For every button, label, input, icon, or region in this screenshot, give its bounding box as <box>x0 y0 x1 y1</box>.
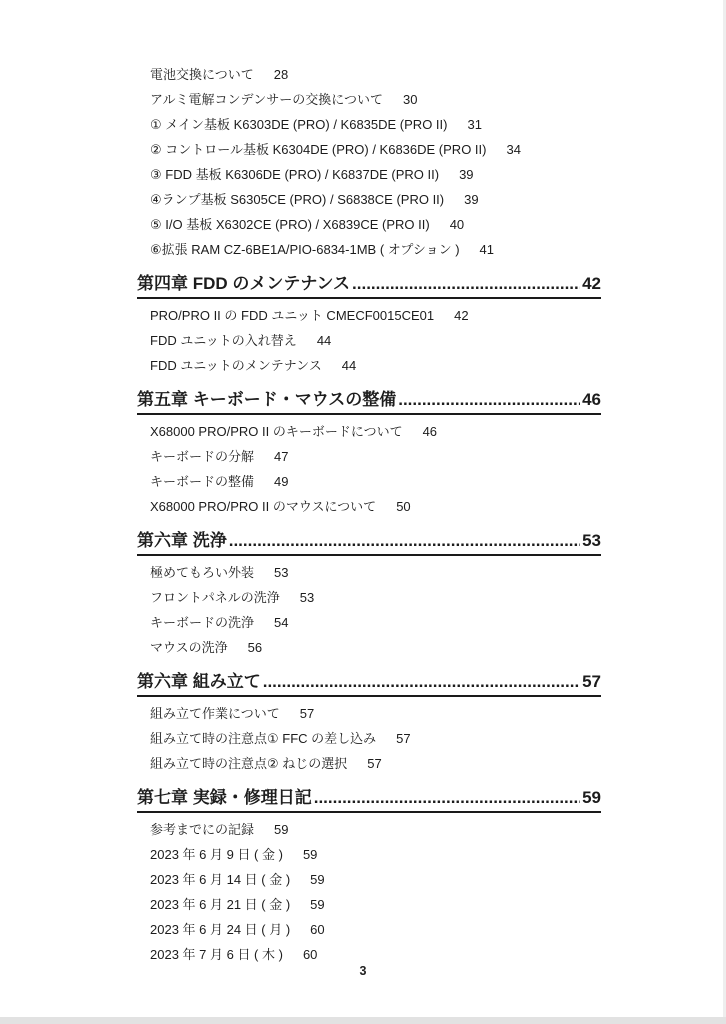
toc-entry-label: キーボードの整備 <box>150 474 255 489</box>
toc-entry-page: 49 <box>274 474 289 489</box>
dot-leader <box>398 389 580 411</box>
toc-entry <box>137 701 601 726</box>
chapter-heading <box>137 530 601 556</box>
toc-entry <box>137 469 601 494</box>
chapter-heading <box>137 273 601 299</box>
toc-entry <box>137 62 601 87</box>
toc-entry-page: 53 <box>299 590 315 605</box>
toc-entry-label: ⑤ I/O 基板 X6302CE (PRO) / X6839CE (PRO II) <box>150 217 430 232</box>
toc-entry-page: 59 <box>274 822 289 837</box>
toc-entry <box>137 87 601 112</box>
toc-entry-label: ② コントロール基板 K6304DE (PRO) / K6836DE (PRO II) <box>150 142 487 157</box>
toc-entry-page: 34 <box>506 142 521 157</box>
chapter-page-number: 59 <box>582 788 601 807</box>
toc-entry-label: キーボードの分解 <box>150 449 255 464</box>
toc-entry-page: 30 <box>402 92 418 107</box>
toc-entry-page: 42 <box>454 308 469 323</box>
toc-entry <box>137 328 601 353</box>
toc-entry <box>137 162 601 187</box>
page-number-footer: 3 <box>359 964 367 978</box>
toc-entry-label: ① メイン基板 K6303DE (PRO) / K6835DE (PRO II) <box>150 117 448 132</box>
toc-entry-label: 電池交換について <box>150 67 254 82</box>
toc-entry-page: 56 <box>247 640 263 655</box>
toc-entry-label: 組み立て作業について <box>150 706 280 721</box>
toc-entry-label: アルミ電解コンデンサーの交換について <box>150 92 383 107</box>
toc-entry-page: 39 <box>459 167 474 182</box>
toc-entry-label: X68000 PRO/PRO II のマウスについて <box>150 499 377 514</box>
toc-entry <box>137 610 601 635</box>
toc-entry <box>137 817 601 842</box>
toc-entry <box>137 212 601 237</box>
toc-entry-page: 44 <box>316 333 332 348</box>
toc-entry-label: 2023 年 6 月 9 日 ( 金 ) <box>150 847 283 862</box>
chapter-heading <box>137 671 601 697</box>
toc-entry-label: 2023 年 6 月 21 日 ( 金 ) <box>150 897 291 912</box>
toc-entry-page: 47 <box>274 449 289 464</box>
toc-entry-label: FDD ユニットの入れ替え <box>150 333 297 348</box>
dot-leader <box>314 787 580 809</box>
toc-entry-label: マウスの洗浄 <box>150 640 228 655</box>
toc-entry <box>137 444 601 469</box>
toc-entry <box>137 137 601 162</box>
toc-entry-page: 60 <box>302 947 318 962</box>
chapter-title: 第七章 実録・修理日記 <box>137 788 312 807</box>
toc-entry-page: 31 <box>467 117 482 132</box>
toc-entry-page: 59 <box>310 872 325 887</box>
toc-entry-label: ③ FDD 基板 K6306DE (PRO) / K6837DE (PRO II) <box>150 167 440 182</box>
toc-entry-label: 極めてもろい外装 <box>150 565 255 580</box>
toc-entry-label: FDD ユニットのメンテナンス <box>150 358 322 373</box>
toc-entry-label: フロントパネルの洗浄 <box>150 590 280 605</box>
dot-leader <box>352 273 580 295</box>
toc-entry-page: 57 <box>367 756 382 771</box>
toc-entry-label: X68000 PRO/PRO II のキーボードについて <box>150 424 403 439</box>
toc-entry-page: 28 <box>273 67 289 82</box>
toc-entry-label: キーボードの洗浄 <box>150 615 255 630</box>
toc-entry <box>137 353 601 378</box>
dot-leader <box>229 530 580 552</box>
toc-entry <box>137 187 601 212</box>
chapter-page-number: 57 <box>582 672 601 691</box>
toc-entry-page: 44 <box>341 358 357 373</box>
toc-entry-page: 57 <box>299 706 315 721</box>
toc-entry <box>137 635 601 660</box>
chapter-page-number: 46 <box>582 390 601 409</box>
toc-entry <box>137 867 601 892</box>
toc-entry <box>137 751 601 776</box>
toc-entry <box>137 892 601 917</box>
toc-entry-label: 組み立て時の注意点② ねじの選択 <box>150 756 348 771</box>
toc-entry-page: 54 <box>274 615 289 630</box>
toc-entry <box>137 560 601 585</box>
chapter-title: 第六章 組み立て <box>137 672 261 691</box>
toc-entry-page: 59 <box>310 897 325 912</box>
chapter-title: 第五章 キーボード・マウスの整備 <box>137 390 397 409</box>
toc-entry-label: 参考までにの記録 <box>150 822 255 837</box>
toc-entry-page: 60 <box>310 922 325 937</box>
toc-entry <box>137 917 601 942</box>
toc-entry-page: 59 <box>302 847 318 862</box>
toc-entry-page: 46 <box>422 424 438 439</box>
toc-entry-page: 41 <box>479 242 495 257</box>
toc-entry <box>137 237 601 262</box>
chapter-page-number: 42 <box>582 274 601 293</box>
toc-entry-label: 2023 年 6 月 14 日 ( 金 ) <box>150 872 291 887</box>
toc-entry <box>137 303 601 328</box>
toc-entry-page: 40 <box>449 217 465 232</box>
toc-entry-label: PRO/PRO II の FDD ユニット CMECF0015CE01 <box>150 308 435 323</box>
toc-entry <box>137 842 601 867</box>
toc-entry-page: 57 <box>396 731 411 746</box>
toc-entry <box>137 494 601 519</box>
toc-entry-label: 2023 年 7 月 6 日 ( 木 ) <box>150 947 283 962</box>
toc-entry-label: ⑥拡張 RAM CZ-6BE1A/PIO-6834-1MB ( オプション ) <box>150 242 460 257</box>
toc-entry-page: 53 <box>274 565 289 580</box>
chapter-title: 第四章 FDD のメンテナンス <box>137 274 351 293</box>
chapter-page-number: 53 <box>582 531 601 550</box>
toc-entry-page: 50 <box>396 499 411 514</box>
toc-entry-label: 組み立て時の注意点① FFC の差し込み <box>150 731 377 746</box>
toc-content <box>137 62 601 967</box>
chapter-heading <box>137 787 601 813</box>
chapter-heading <box>137 389 601 415</box>
dot-leader <box>263 671 580 693</box>
toc-entry-label: 2023 年 6 月 24 日 ( 月 ) <box>150 922 291 937</box>
toc-entry-label: ④ランプ基板 S6305CE (PRO) / S6838CE (PRO II) <box>150 192 445 207</box>
toc-entry <box>137 585 601 610</box>
toc-entry <box>137 726 601 751</box>
toc-entry-page: 39 <box>464 192 479 207</box>
toc-entry <box>137 419 601 444</box>
toc-entry <box>137 112 601 137</box>
chapter-title: 第六章 洗浄 <box>137 531 227 550</box>
